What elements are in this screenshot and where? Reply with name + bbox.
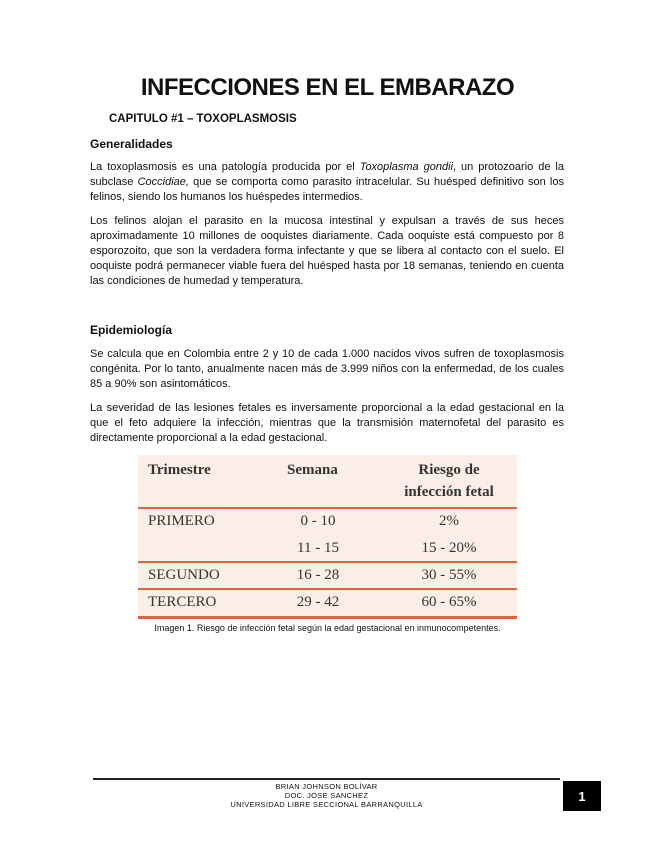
risk-table — [138, 455, 517, 619]
footer-teacher: DOC. JOSE SANCHEZ — [284, 791, 369, 800]
table-caption: Imagen 1. Riesgo de infección fetal según la edad gestacional en inmunocompetentes. — [154, 623, 501, 633]
cell-semana: 0 - 10 — [300, 513, 336, 529]
text-span: , un protozoario de la subclase — [90, 161, 564, 188]
cell-riesgo: 15 - 20% — [421, 540, 477, 556]
cell-semana: 29 - 42 — [296, 594, 340, 610]
table-divider — [138, 507, 517, 509]
paragraph-epidemiologia-1: Se calcula que en Colombia entre 2 y 10 de cada 1.000 nacidos vivos sufren de toxoplasmosis congénita. Por lo tanto, anualmente nacen más de 3.999 niños con la enfermedad, de los cuales 85 a 90% son asintomáticos. — [90, 348, 564, 390]
italic-term: Toxoplasma gondii — [359, 161, 453, 173]
section-heading-generalidades: Generalidades — [90, 137, 173, 151]
page-number: 1 — [563, 781, 601, 811]
header-riesgo-line2: infección fetal — [404, 484, 494, 500]
table-divider — [138, 616, 517, 619]
italic-term: Coccidiae, — [137, 176, 189, 188]
header-trimestre: Trimestre — [148, 462, 211, 478]
cell-riesgo: 60 - 65% — [421, 594, 477, 610]
text-span: La toxoplasmosis es una patología producida por el — [90, 161, 360, 173]
paragraph-epidemiologia-2: La severidad de las lesiones fetales es inversamente proporcional a la edad gestacional en la que el feto adquiere la infección, mientras que la transmisión maternofetal del parasito es directamente proporcional a la edad gestacional. — [90, 402, 564, 444]
footer-rule — [93, 778, 560, 780]
cell-riesgo: 30 - 55% — [421, 567, 477, 583]
page-title: INFECCIONES EN EL EMBARAZO — [140, 74, 515, 101]
footer-author: BRIAN JOHNSON BOLÍVAR — [275, 782, 378, 791]
footer-university: UNIVERSIDAD LIBRE SECCIONAL BARRANQUILLA — [230, 800, 423, 809]
paragraph-generalidades-2: Los felinos alojan el parasito en la mucosa intestinal y expulsan a través de sus heces aproximadamente 10 millones de ooquistes diariamente. Cada ooquiste está compuesto por 8 esporozoito, que son la verdadera forma infectante y que se libera al contacto con el suelo. El ooquiste podrá permanecer viable fuera del huésped hasta por 18 semanas, teniendo en cuenta las condiciones de humedad y temperatura. — [90, 215, 564, 287]
text-span: que se comporta como parasito intracelular. Su huésped definitivo son los felinos, siendo los humanos los huéspedes intermedios. — [90, 176, 564, 203]
table-divider — [138, 588, 517, 590]
cell-semana: 11 - 15 — [297, 540, 339, 556]
section-heading-epidemiologia: Epidemiología — [90, 323, 173, 337]
header-semana: Semana — [287, 462, 338, 478]
cell-trimestre: SEGUNDO — [148, 567, 220, 583]
cell-semana: 16 - 28 — [296, 567, 340, 583]
cell-trimestre: PRIMERO — [148, 513, 215, 529]
paragraph-generalidades-1 — [90, 160, 564, 205]
cell-riesgo: 2% — [439, 513, 459, 529]
header-riesgo-line1: Riesgo de — [418, 462, 480, 478]
cell-trimestre: TERCERO — [148, 594, 217, 610]
table-divider — [138, 561, 517, 563]
chapter-heading: CAPITULO #1 – TOXOPLASMOSIS — [109, 113, 297, 125]
